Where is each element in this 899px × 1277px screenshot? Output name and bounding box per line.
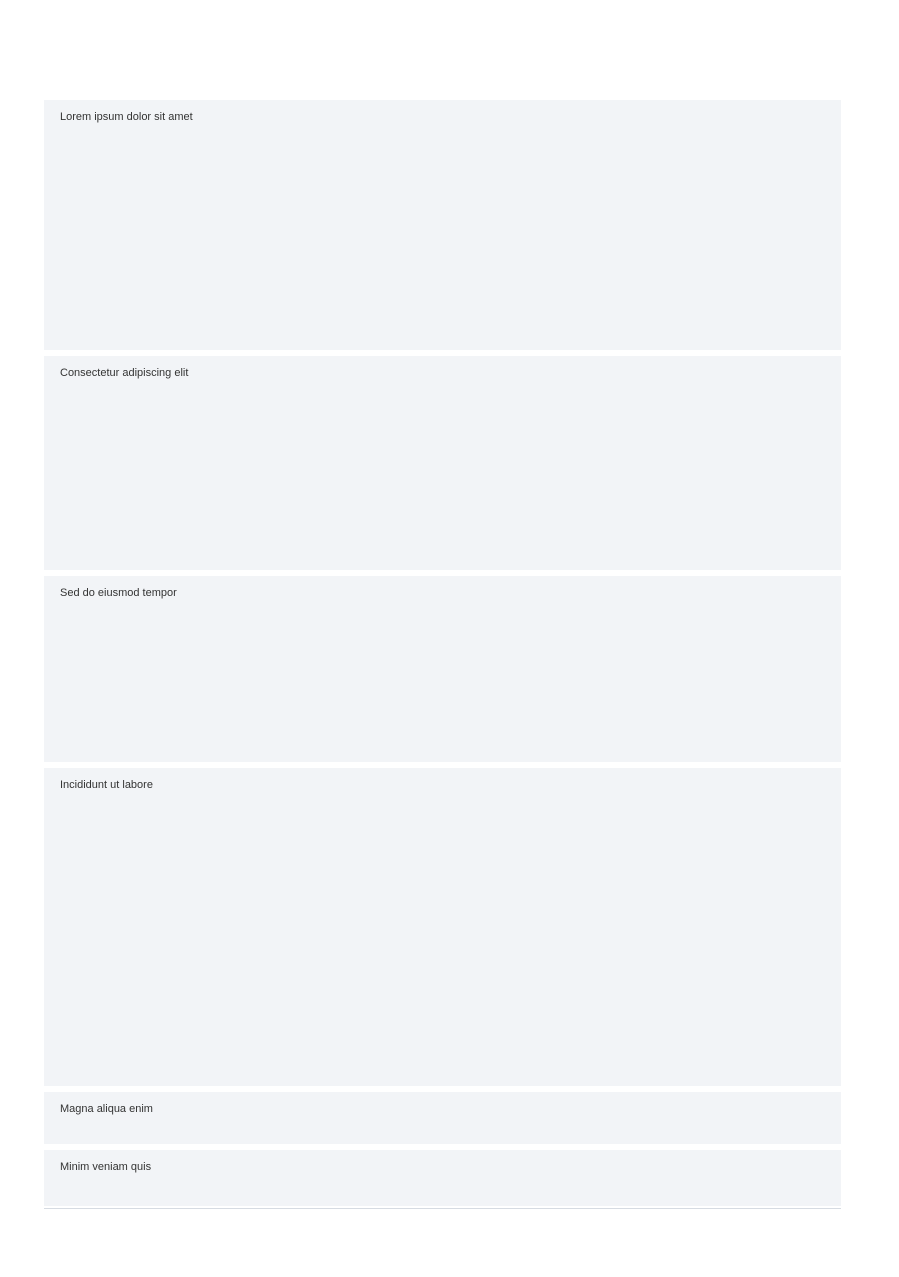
section-label-2: Consectetur adipiscing elit — [60, 367, 189, 379]
divider — [44, 1208, 841, 1209]
section-block-1 — [44, 100, 841, 350]
section-label-5: Magna aliqua enim — [60, 1103, 153, 1115]
section-label-4: Incididunt ut labore — [60, 779, 153, 791]
section-block-3 — [44, 576, 841, 762]
section-block-2 — [44, 356, 841, 570]
section-block-4 — [44, 768, 841, 1086]
section-label-3: Sed do eiusmod tempor — [60, 587, 177, 599]
section-label-6: Minim veniam quis — [60, 1161, 152, 1173]
section-label-1: Lorem ipsum dolor sit amet — [60, 111, 193, 123]
